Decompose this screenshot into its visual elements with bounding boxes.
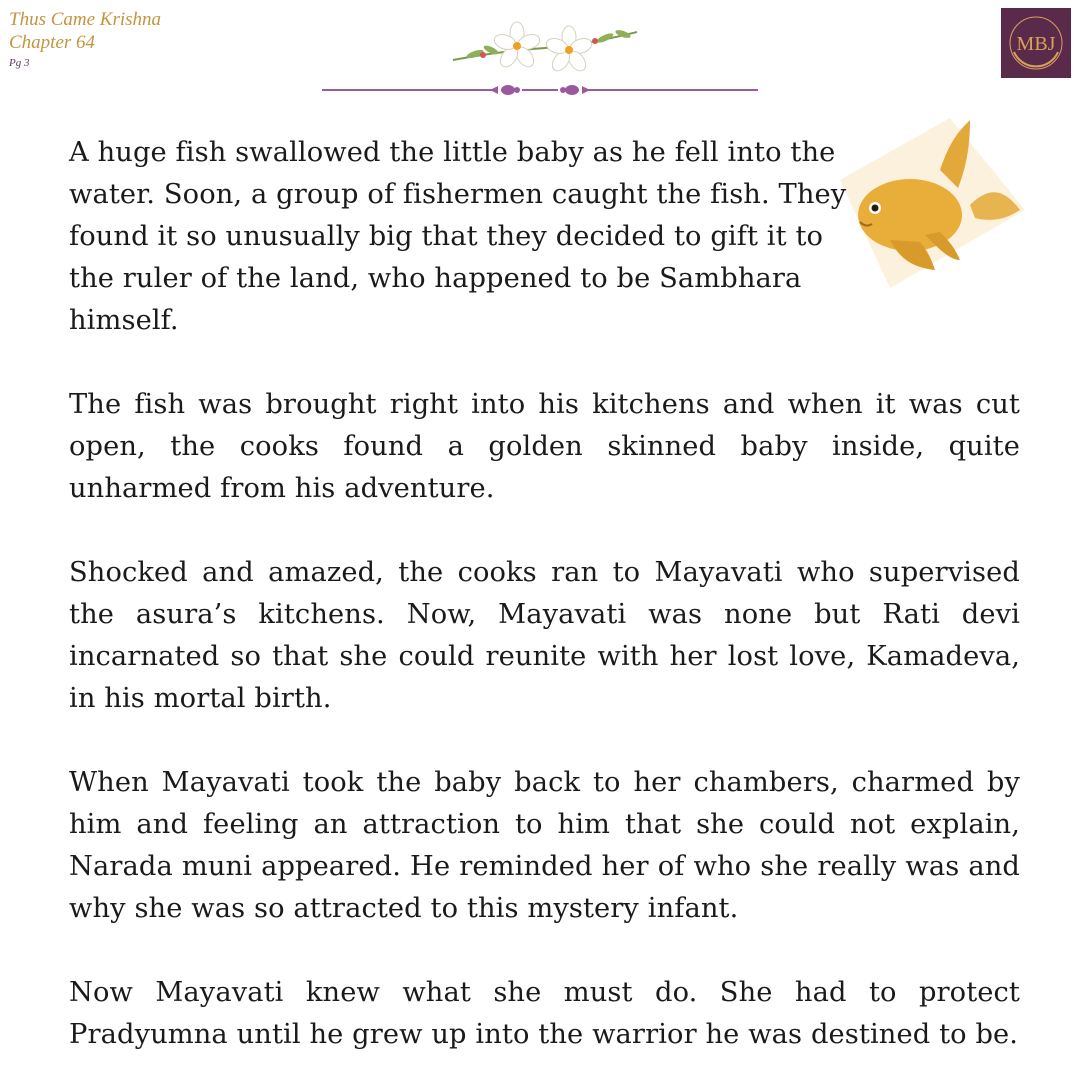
paragraph: A huge fish swallowed the little baby as he fell into the water. Soon, a group of fishermen caught the fish. They found it so unusually big that they decided to gift it to the ruler of the land, who happened to be Sambhara himself. [69, 137, 847, 336]
page-number: Pg 3 [9, 56, 30, 69]
story-text [69, 132, 1020, 1056]
paragraph: Shocked and amazed, the cooks ran to Mayavati who supervised the asura’s kitchens. Now, Mayavati was none but Rati devi incarnated so that she could reunite with her lost love, Kamadeva, in his mortal birth. [69, 557, 1020, 714]
ornamental-divider-icon [322, 80, 758, 100]
paragraph: Now Mayavati knew what she must do. She had to protect Pradyumna until he grew up into the warrior he was destined to be. [69, 977, 1020, 1050]
book-title: Thus Came Krishna [9, 9, 162, 30]
brand-logo [1001, 8, 1071, 78]
paragraph: When Mayavati took the baby back to her chambers, charmed by him and feeling an attraction to him that she could not explain, Narada muni appeared. He reminded her of who she really was and why she was so attracted to this mystery infant. [69, 767, 1020, 924]
page-header-meta [9, 9, 161, 70]
logo-monogram: MBJ [1016, 33, 1056, 55]
paragraph: The fish was brought right into his kitchens and when it was cut open, the cooks found a golden skinned baby inside, quite unharmed from his adventure. [69, 389, 1020, 504]
white-flowers-icon [445, 14, 645, 82]
chapter-label: Chapter 64 [9, 31, 96, 53]
